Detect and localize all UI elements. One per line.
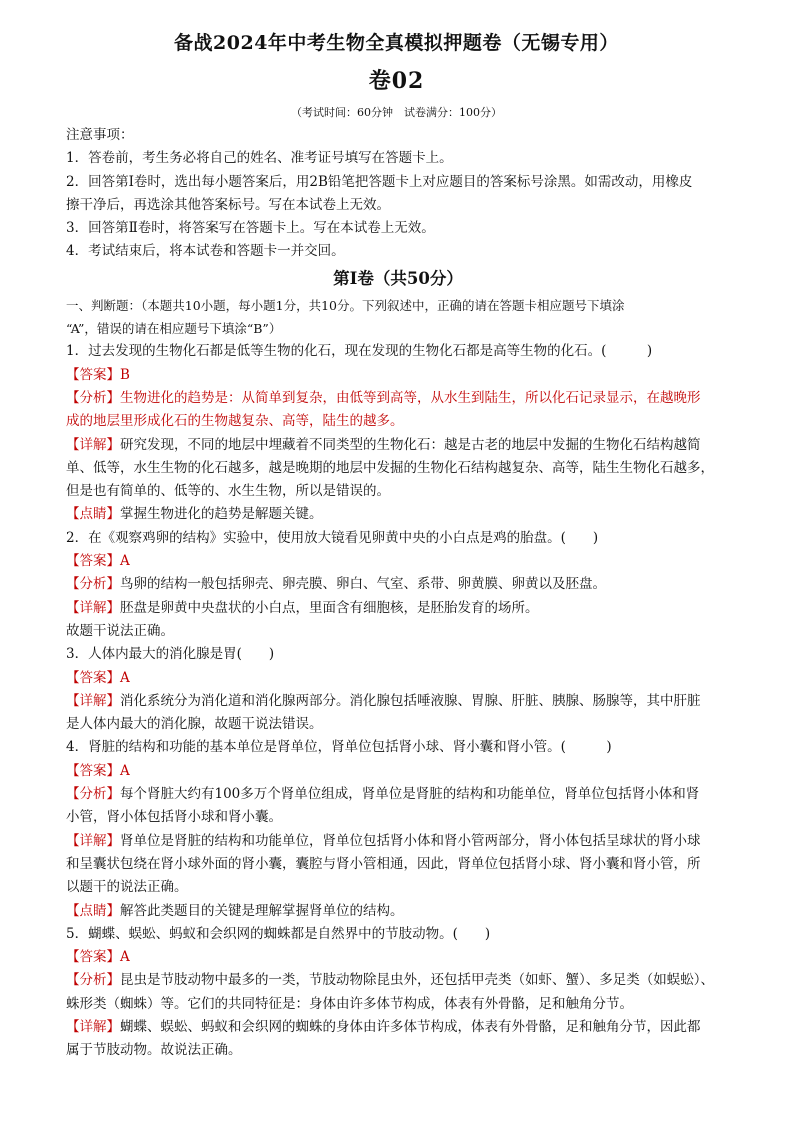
detail-text: 单、低等，水生生物的化石越多，越是晚期的地层中发掘的生物化石结构越复杂、高等，陆生生物化石越多， (66, 459, 714, 476)
answer-tag: 【答案】 (66, 553, 120, 570)
analysis-text: 昆虫是节肢动物中最多的一类，节肢动物除昆虫外，还包括甲壳类（如虾、蟹）、多足类（如蜈蚣）、 (120, 972, 714, 989)
notice-line: 2．回答第Ⅰ卷时，选出每小题答案后，用2B铅笔把答题卡上对应题目的答案标号涂黑。如需改动，用橡皮 (66, 173, 693, 190)
answer-row (66, 760, 730, 783)
detail-tag: 【详解】 (66, 1018, 120, 1035)
analysis-text: 鸟卵的结构一般包括卵壳、卵壳膜、卵白、气室、系带、卵黄膜、卵黄以及胚盘。 (120, 576, 606, 593)
analysis-row (66, 969, 730, 992)
detail-tag: 【详解】 (66, 436, 120, 453)
comment-tag: 【点睛】 (66, 902, 120, 919)
exam-info: （考试时间：60分钟 试卷满分：100分） (291, 106, 502, 119)
detail-text: 蝴蝶、蜈蚣、蚂蚁和会织网的蜘蛛的身体由许多体节构成，体表有外骨骼，足和触角分节，因此都 (120, 1018, 701, 1035)
answer-value: B (120, 366, 130, 383)
detail-text: 消化系统分为消化道和消化腺两部分。消化腺包括唾液腺、胃腺、肝脏、胰腺、肠腺等，其中肝脏 (120, 692, 701, 709)
question-1: 1．过去发现的生物化石都是低等生物的化石，现在发现的生物化石都是高等生物的化石。( ) (66, 343, 653, 360)
analysis-text: 生物进化的趋势是：从简单到复杂，由低等到高等，从水生到陆生，所以化石记录显示，在越晚形 (120, 389, 701, 406)
detail-text: 属于节肢动物。故说法正确。 (66, 1042, 242, 1059)
answer-row (66, 667, 730, 690)
answer-tag: 【答案】 (66, 669, 120, 686)
analysis-tag: 【分析】 (66, 389, 120, 406)
detail-text: 肾单位是肾脏的结构和功能单位，肾单位包括肾小体和肾小管两部分，肾小体包括呈球状的肾小球 (120, 832, 701, 849)
paper-number: 卷02 (368, 68, 425, 94)
question-3: 3．人体内最大的消化腺是胃( ) (66, 646, 275, 663)
answer-row (66, 550, 730, 573)
detail-tag: 【详解】 (66, 692, 120, 709)
comment-row (66, 503, 730, 526)
analysis-tag: 【分析】 (66, 786, 120, 803)
section-title: 第Ⅰ卷（共50分） (333, 268, 463, 288)
section-instructions: 一、判断题：（本题共10小题，每小题1分，共10分。下列叙述中，正确的请在答题卡相应题号下填涂 (66, 297, 625, 313)
analysis-row (66, 387, 730, 410)
detail-text: 和呈囊状包绕在肾小球外面的肾小囊，囊腔与肾小管相通，因此，肾单位包括肾小球、肾小囊和肾小管，所 (66, 855, 701, 872)
notice-line: 3．回答第Ⅱ卷时，将答案写在答题卡上。写在本试卷上无效。 (66, 220, 435, 237)
answer-row (66, 364, 730, 387)
analysis-tag: 【分析】 (66, 972, 120, 989)
notice-line: 1．答卷前，考生务必将自己的姓名、准考证号填写在答题卡上。 (66, 150, 453, 167)
detail-text: 胚盘是卵黄中央盘状的小白点，里面含有细胞核，是胚胎发育的场所。 (120, 599, 539, 616)
answer-value: A (120, 669, 130, 686)
detail-text: 是人体内最大的消化腺，故题干说法错误。 (66, 716, 323, 733)
notice-heading: 注意事项： (66, 127, 134, 143)
conclusion-text: 故题干说法正确。 (66, 622, 174, 639)
answer-value: A (120, 949, 130, 966)
detail-text: 以题干的说法正确。 (66, 879, 188, 896)
question-4: 4．肾脏的结构和功能的基本单位是肾单位，肾单位包括肾小球、肾小囊和肾小管。( ) (66, 739, 612, 756)
notice-line: 擦干净后，再选涂其他答案标号。写在本试卷上无效。 (66, 196, 390, 213)
question-5: 5．蝴蝶、蜈蚣、蚂蚁和会织网的蜘蛛都是自然界中的节肢动物。( ) (66, 925, 491, 942)
detail-row (66, 434, 730, 457)
detail-row (66, 597, 730, 620)
comment-text: 解答此类题目的关键是理解掌握肾单位的结构。 (120, 902, 404, 919)
answer-row (66, 946, 730, 969)
answer-value: A (120, 762, 130, 779)
analysis-text: 小管，肾小体包括肾小球和肾小囊。 (66, 809, 282, 826)
answer-tag: 【答案】 (66, 366, 120, 383)
notice-line: 4．考试结束后，将本试卷和答题卡一并交回。 (66, 243, 345, 260)
detail-row (66, 1016, 730, 1039)
answer-tag: 【答案】 (66, 762, 120, 779)
analysis-text: 成的地层里形成化石的生物越复杂、高等，陆生的越多。 (66, 413, 404, 430)
detail-row (66, 690, 730, 713)
comment-tag: 【点睛】 (66, 506, 120, 523)
detail-text: 研究发现，不同的地层中埋藏着不同类型的生物化石：越是古老的地层中发掘的生物化石结构越简 (120, 436, 701, 453)
analysis-tag: 【分析】 (66, 576, 120, 593)
analysis-text: 蛛形类（蜘蛛）等。它们的共同特征是：身体由许多体节构成，体表有外骨骼，足和触角分节。 (66, 995, 633, 1012)
detail-text: 但是也有简单的、低等的、水生生物，所以是错误的。 (66, 483, 390, 500)
question-2: 2．在《观察鸡卵的结构》实验中，使用放大镜看见卵黄中央的小白点是鸡的胎盘。( ) (66, 529, 599, 546)
detail-tag: 【详解】 (66, 832, 120, 849)
document-title: 备战2024年中考生物全真模拟押题卷（无锡专用） (174, 32, 619, 54)
detail-tag: 【详解】 (66, 599, 120, 616)
analysis-text: 每个肾脏大约有100多万个肾单位组成，肾单位是肾脏的结构和功能单位，肾单位包括肾小体和肾 (120, 786, 700, 803)
analysis-row (66, 783, 730, 806)
section-instructions: “A”，错误的请在相应题号下填涂“B”） (66, 321, 282, 337)
comment-row (66, 900, 730, 923)
detail-row (66, 830, 730, 853)
document-body (66, 124, 730, 1063)
answer-tag: 【答案】 (66, 949, 120, 966)
analysis-row (66, 573, 730, 596)
answer-value: A (120, 553, 130, 570)
comment-text: 掌握生物进化的趋势是解题关键。 (120, 506, 323, 523)
